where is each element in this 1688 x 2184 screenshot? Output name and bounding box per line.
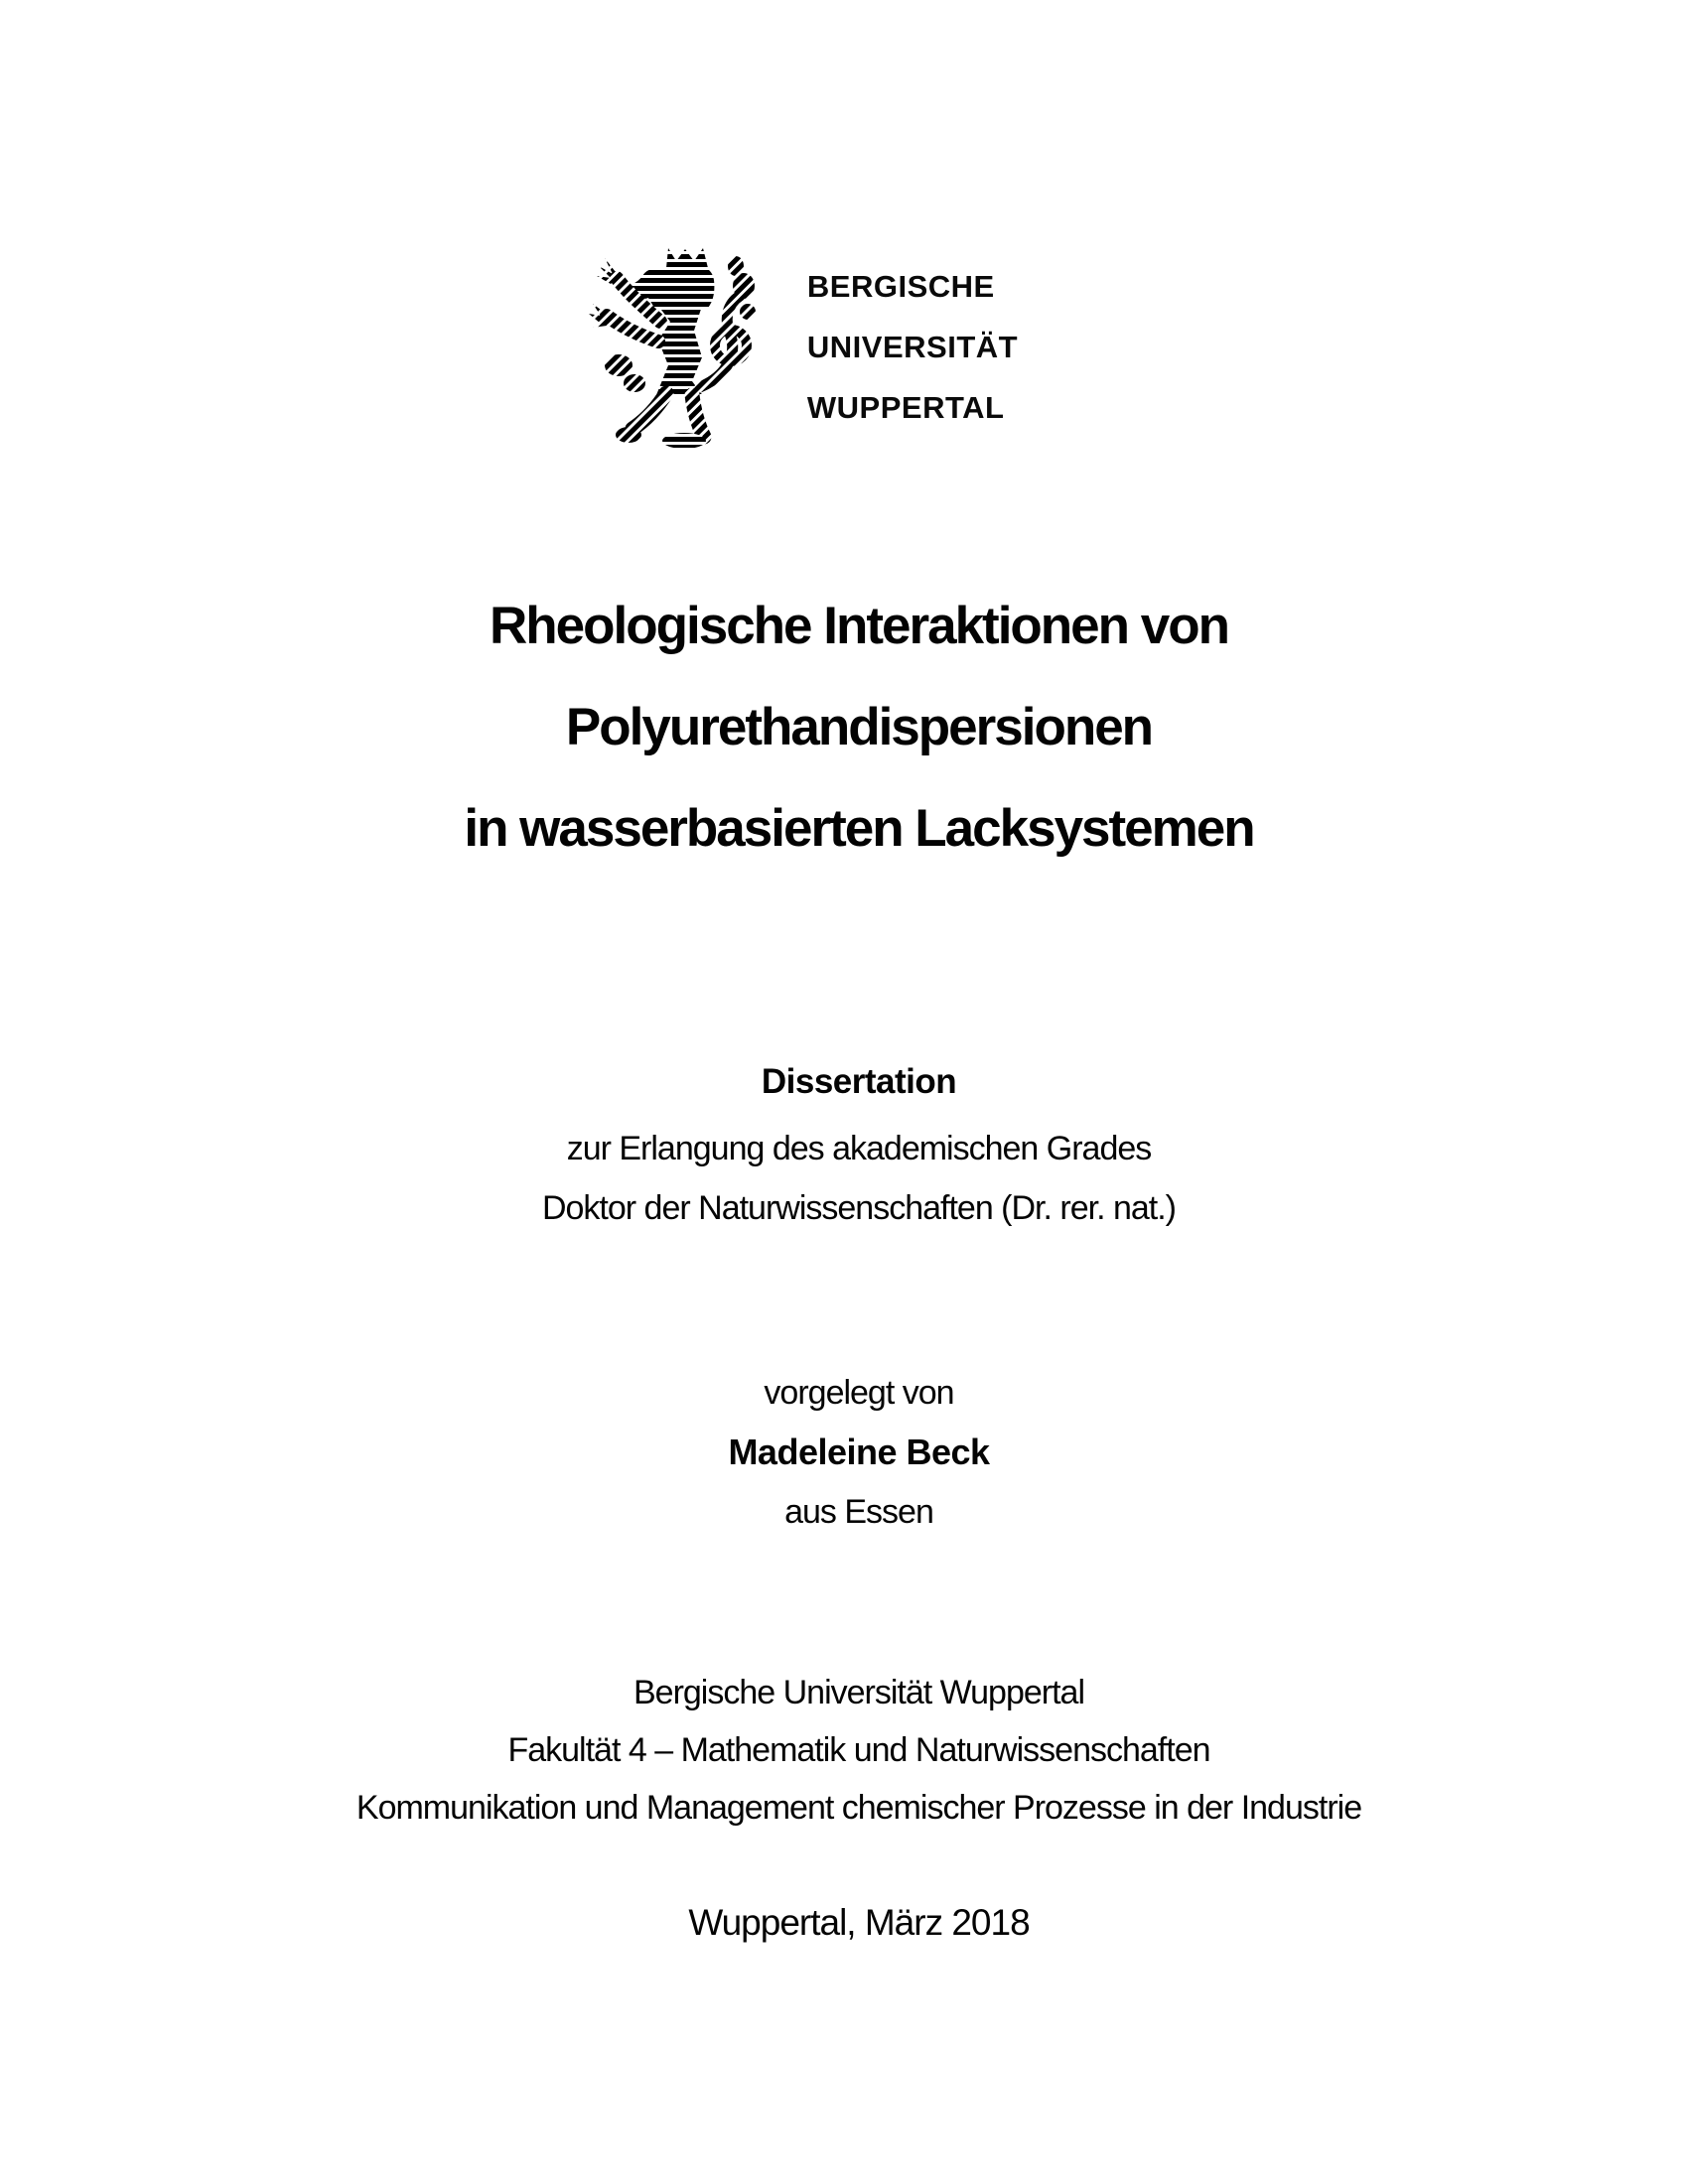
thesis-title-line-3: in wasserbasierten Lacksystemen xyxy=(464,799,1254,858)
degree-subtitle xyxy=(15,1119,1688,1238)
thesis-title-line-2: Polyurethandispersionen xyxy=(565,698,1153,756)
university-logo-wordmark xyxy=(807,256,1018,438)
dissertation-heading: Dissertation xyxy=(761,1062,957,1101)
author-origin: aus Essen xyxy=(784,1493,933,1531)
degree-subtitle-line-1: zur Erlangung des akademischen Grades xyxy=(566,1130,1152,1167)
degree-subtitle-line-2: Doktor der Naturwissenschaften (Dr. rer. nat.) xyxy=(541,1189,1177,1227)
thesis-title xyxy=(15,576,1688,880)
author-name: Madeleine Beck xyxy=(728,1432,990,1472)
thesis-title-line-1: Rheologische Interaktionen von xyxy=(490,597,1228,655)
logo-wordmark-line-1: BERGISCHE xyxy=(806,269,995,304)
institution-section xyxy=(15,1664,1688,1837)
institution-faculty: Fakultät 4 – Mathematik und Naturwissenschaften xyxy=(507,1731,1210,1769)
institution-department: Kommunikation und Management chemischer Prozesse in der Industrie xyxy=(355,1789,1362,1827)
logo-wordmark-line-2: UNIVERSITÄT xyxy=(806,330,1019,364)
lion-crest-icon xyxy=(589,246,760,448)
place-date: Wuppertal, März 2018 xyxy=(688,1902,1030,1943)
institution-university: Bergische Universität Wuppertal xyxy=(633,1674,1085,1711)
author-section xyxy=(15,1363,1688,1542)
author-intro: vorgelegt von xyxy=(764,1374,954,1412)
university-logo xyxy=(0,246,1647,448)
logo-wordmark-line-3: WUPPERTAL xyxy=(806,390,1005,425)
